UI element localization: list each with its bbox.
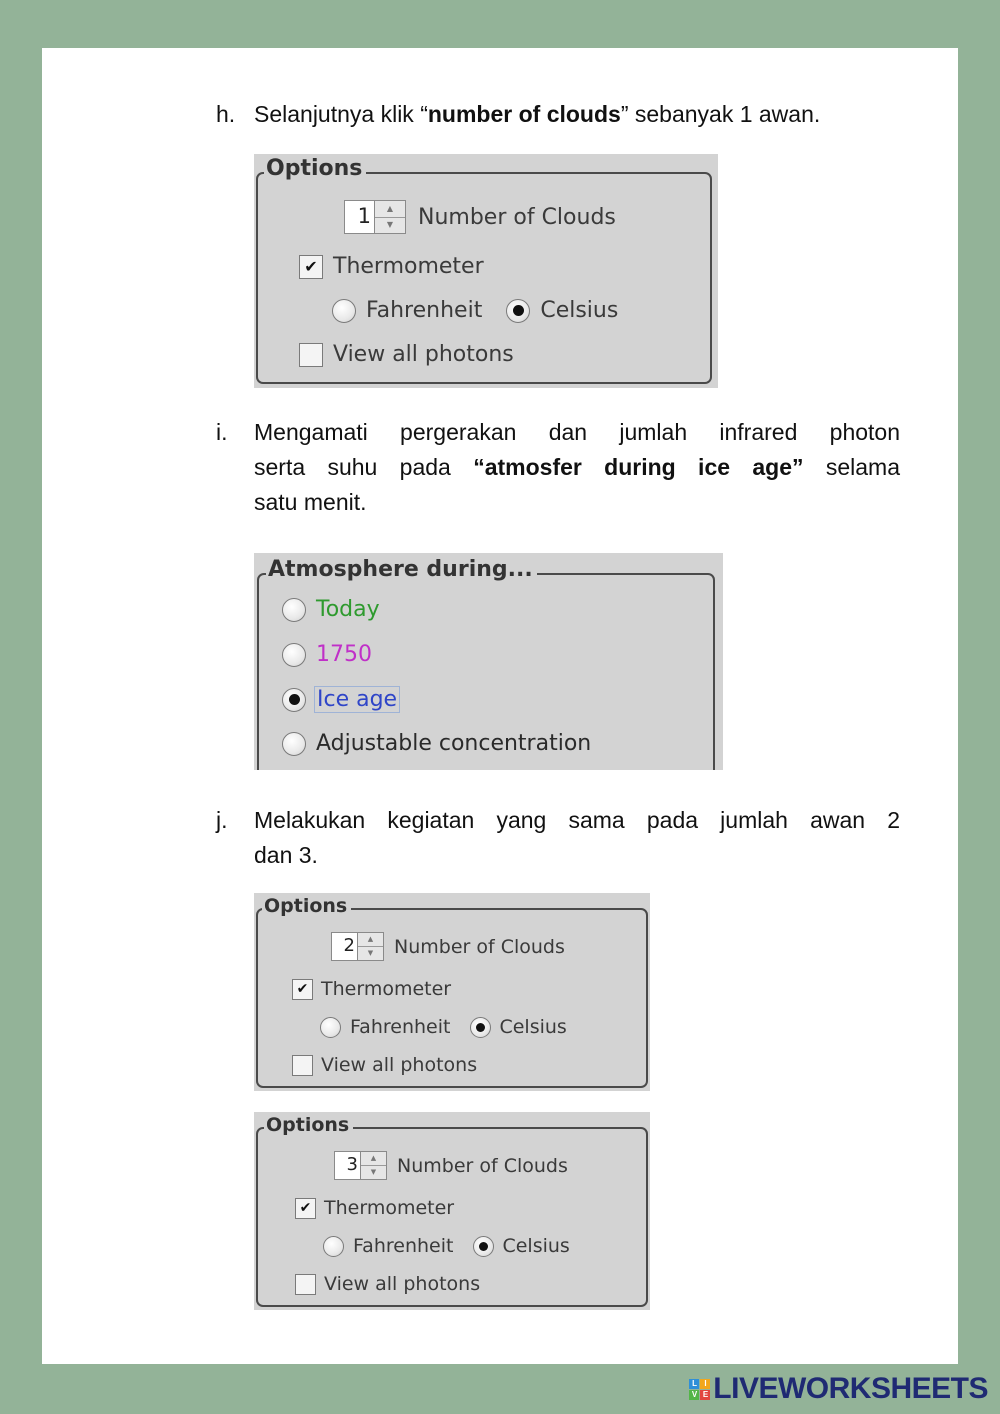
atmosphere-legend: Atmosphere during... (266, 557, 537, 582)
thermometer-row (292, 978, 451, 1000)
step-j (216, 803, 916, 875)
today-radio[interactable] (282, 598, 306, 622)
options-legend: Options (264, 156, 366, 181)
photons-row (299, 342, 514, 367)
view-photons-label: View all photons (321, 1054, 478, 1076)
spinner-down-icon[interactable]: ▼ (367, 949, 374, 957)
fahrenheit-label: Fahrenheit (353, 1235, 454, 1257)
thermometer-checkbox[interactable] (295, 1198, 316, 1219)
brand-name: LIVEWORKSHEETS (713, 1372, 988, 1405)
thermometer-row (295, 1197, 454, 1219)
fahrenheit-radio[interactable] (332, 299, 356, 323)
clouds-label: Number of Clouds (397, 1154, 568, 1177)
spinner-down-icon[interactable]: ▼ (386, 220, 394, 230)
spinner-up-icon[interactable]: ▲ (361, 1152, 386, 1166)
step-j-text: Melakukan kegiatan yang sama pada jumlah awan 2 dan 3. (254, 807, 900, 868)
clouds-spinner[interactable] (331, 932, 384, 961)
step-i (216, 415, 916, 521)
clouds-row (334, 1151, 568, 1180)
clouds-value[interactable]: 3 (335, 1152, 361, 1179)
adjustable-radio[interactable] (282, 732, 306, 756)
options-legend: Options (264, 1114, 353, 1136)
clouds-value[interactable]: 2 (332, 933, 358, 960)
view-photons-checkbox[interactable] (292, 1055, 313, 1076)
options-legend: Options (262, 895, 351, 917)
celsius-label: Celsius (502, 1235, 570, 1257)
atmosphere-option-today[interactable] (282, 597, 380, 622)
checkmark-icon: ✔ (304, 256, 318, 276)
checkmark-icon: ✔ (296, 981, 309, 997)
step-i-letter: i. (216, 419, 228, 445)
step-i-bold: “atmosfer during ice age” (473, 454, 804, 480)
fahrenheit-radio[interactable] (323, 1236, 344, 1257)
options-panel-2 (254, 893, 650, 1091)
celsius-radio[interactable] (473, 1236, 494, 1257)
photons-row (295, 1273, 480, 1295)
photons-row (292, 1054, 477, 1076)
thermometer-checkbox[interactable] (292, 979, 313, 1000)
clouds-label: Number of Clouds (394, 935, 565, 958)
checkmark-icon: ✔ (299, 1200, 312, 1216)
celsius-radio[interactable] (506, 299, 530, 323)
view-photons-label: View all photons (333, 342, 514, 367)
clouds-spinner[interactable] (344, 200, 406, 234)
step-h-text: Selanjutnya klik “number of clouds” sebanyak 1 awan. (254, 101, 821, 127)
step-j-letter: j. (216, 807, 228, 833)
liveworksheets-brand[interactable] (689, 1372, 988, 1406)
step-h-bold: number of clouds (427, 101, 621, 127)
liveworksheets-logo-icon: L I V E (689, 1379, 710, 1400)
spinner-down-icon[interactable]: ▼ (370, 1168, 377, 1176)
clouds-row (344, 200, 616, 234)
spinner-up-icon[interactable]: ▲ (375, 201, 405, 218)
clouds-spinner[interactable] (334, 1151, 387, 1180)
fahrenheit-label: Fahrenheit (350, 1016, 451, 1038)
celsius-label: Celsius (499, 1016, 567, 1038)
atmosphere-panel (254, 553, 723, 770)
adjustable-label: Adjustable concentration (316, 731, 592, 756)
thermometer-row (299, 254, 484, 279)
atmosphere-option-adjustable[interactable] (282, 731, 591, 756)
clouds-value[interactable]: 1 (345, 201, 375, 233)
fahrenheit-radio[interactable] (320, 1017, 341, 1038)
atmosphere-option-1750[interactable] (282, 642, 372, 667)
atmosphere-option-ice-age[interactable] (282, 686, 400, 713)
thermometer-label: Thermometer (324, 1197, 455, 1219)
thermometer-checkbox[interactable] (299, 255, 323, 279)
year-1750-label: 1750 (316, 642, 372, 667)
ice-age-radio[interactable] (282, 688, 306, 712)
celsius-label: Celsius (540, 298, 619, 323)
thermometer-label: Thermometer (321, 978, 452, 1000)
year-1750-radio[interactable] (282, 643, 306, 667)
view-photons-checkbox[interactable] (299, 343, 323, 367)
thermometer-label: Thermometer (333, 254, 484, 279)
spinner-up-icon[interactable]: ▲ (358, 933, 383, 947)
options-panel-3 (254, 1112, 650, 1310)
step-h (216, 97, 916, 133)
view-photons-checkbox[interactable] (295, 1274, 316, 1295)
unit-row (323, 1235, 570, 1257)
fahrenheit-label: Fahrenheit (366, 298, 483, 323)
celsius-radio[interactable] (470, 1017, 491, 1038)
clouds-row (331, 932, 565, 961)
today-label: Today (316, 597, 380, 622)
clouds-label: Number of Clouds (418, 204, 616, 230)
step-h-letter: h. (216, 101, 236, 127)
unit-row (320, 1016, 567, 1038)
view-photons-label: View all photons (324, 1273, 481, 1295)
unit-row (332, 298, 618, 323)
step-i-text: Mengamati pergerakan dan jumlah infrared photon serta suhu pada “atmosfer during ice age” selama satu menit. (254, 419, 900, 515)
ice-age-label: Ice age (314, 686, 400, 713)
options-panel-1 (254, 154, 718, 388)
